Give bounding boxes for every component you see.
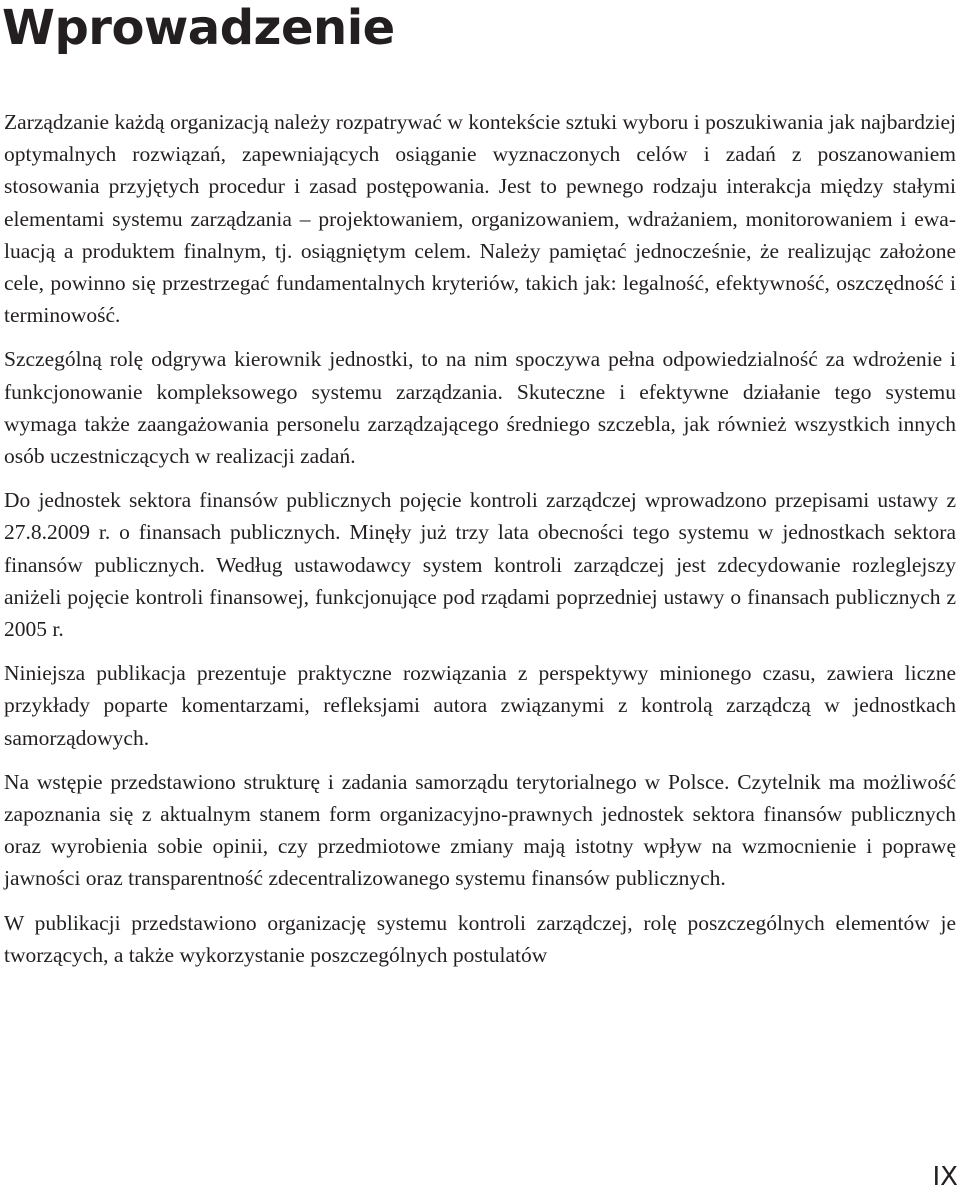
body-text [4,106,956,983]
paragraph: Do jednostek sektora finansów publicznych pojęcie kontroli zarządczej wprowadzono przepisami ustawy z 27.8.2009 r. o finansach publicznych. Minęły już trzy lata obecności tego systemu w jednostkach sektora finansów publicznych. Według ustawodawcy system kontroli zarządczej jest zdecydowanie rozleglejszy aniżeli pojęcie kontroli finansowej, funkcjonujące pod rządami poprzedniej ustawy o finansach publicznych z 2005 r. [4,488,956,642]
paragraph: Niniejsza publikacja prezentuje praktyczne rozwiązania z perspektywy minionego czasu, zawiera liczne przykłady poparte komentarzami, refleksjami autora związanymi z kontrolą zarządczą w jednostkach samorządowych. [4,661,956,750]
paragraph: W publikacji przedstawiono organizację systemu kontroli zarządczej, rolę poszczególnych elementów je tworzących, a także wykorzystanie poszczególnych postulatów [4,910,956,967]
paragraph: Na wstępie przedstawiono strukturę i zadania samorządu terytorialnego w Polsce. Czytelnik ma możliwość zapoznania się z aktualnym stanem form organizacyjno-prawnych jednostek sektora finansów publicznych oraz wyrobienia sobie opinii, czy przedmiotowe zmiany mają istotny wpływ na wzmocnienie i poprawę jawności oraz transparentność zdecentralizowanego systemu finansów publicznych. [4,769,956,891]
chapter-title: Wprowadzenie [2,0,395,56]
paragraph: Zarządzanie każdą organizacją należy rozpatrywać w kontekście sztuki wyboru i poszukiwania jak najbardziej optymalnych rozwiązań, zapewniających osiąganie wyznaczonych celów i zadań z poszanowaniem stosowania przyjętych procedur i zasad postępowania. Jest to pewnego rodzaju interakcja między stałymi elementami systemu zarządzania – projektowaniem, organizowaniem, wdrażaniem, monitorowaniem i ewaluacją a produktem finalnym, tj. osiągniętym celem. Należy pamiętać jednocześnie, że realizując założone cele, powinno się przestrzegać fundamentalnych kryteriów, takich jak: legalność, efektywność, oszczędność i terminowość. [4,110,956,328]
page-number: IX [932,1162,958,1192]
paragraph: Szczególną rolę odgrywa kierownik jednostki, to na nim spoczywa pełna odpowiedzialność za wdrożenie i funkcjonowanie kompleksowego systemu zarządzania. Skuteczne i efektywne działanie tego systemu wymaga także zaangażowania personelu zarządzającego średniego szczebla, jak również wszystkich innych osób uczestniczących w realizacji zadań. [4,347,956,469]
